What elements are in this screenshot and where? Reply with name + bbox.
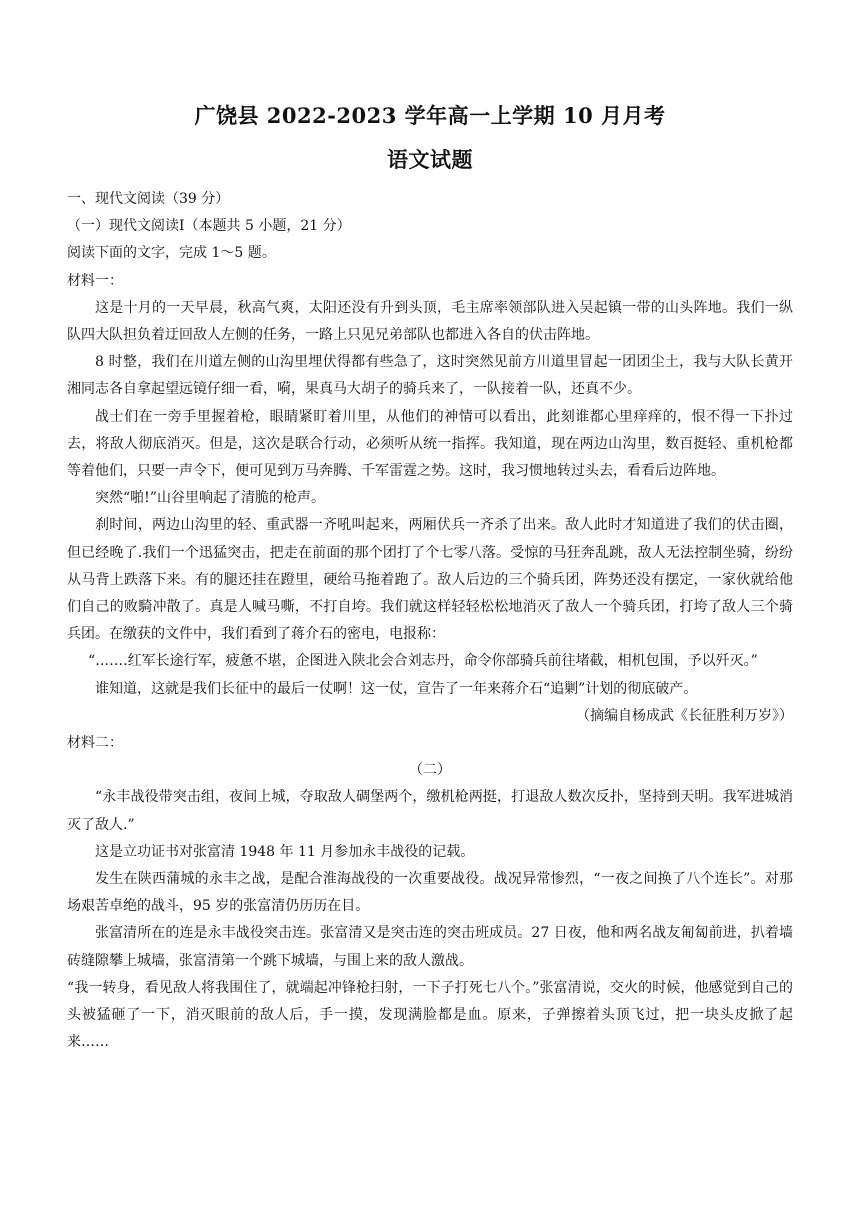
material2-paragraph: 这是立功证书对张富清 1948 年 11 月参加永丰战役的记载。 (95, 843, 475, 860)
material1-paragraph: 这是十月的一天早晨，秋高气爽，太阳还没有升到头顶，毛主席率领部队进入吴起镇一带的山头阵地。我们一纵队四大队担负着迂回敌人左侧的任务，一路上只见兄弟部队也都进入各自的伏击阵地。 (67, 299, 793, 344)
material1-paragraph: 8 时整，我们在川道左侧的山沟里埋伏得都有些急了，这时突然见前方川道里冒起一团团尘土，我与大队长黄开湘同志各自拿起望远镜仔细一看，嗬，果真马大胡子的骑兵来了，一队接着一队，还真不少。 (67, 354, 793, 398)
material2-paragraph: 发生在陕西蒲城的永丰之战，是配合淮海战役的一次重要战役。战况异常惨烈，“一夜之间换了八个连长”。对那场艰苦卓绝的战斗，95 岁的张富清仍历历在目。 (67, 871, 793, 915)
exam-title: 广饶县 2022-2023 学年高一上学期 10 月月考 (194, 103, 666, 128)
material1-source: （摘编自杨成武《长征胜利万岁》） (576, 707, 793, 724)
material2-part-heading: （二） (409, 762, 451, 779)
section-subheading: （一）现代文阅读Ⅰ（本题共 5 小题，21 分） (67, 218, 351, 235)
exam-subject-title: 语文试题 (387, 147, 473, 172)
material1-paragraph: 战士们在一旁手里握着枪，眼睛紧盯着川里，从他们的神情可以看出，此刻谁都心里痒痒的，恨不得一下扑过去，将敌人彻底消灭。但是，这次是联合行动，必须听从统一指挥。我知道，现在两边山沟里，数百挺轻、重机枪都等着他们，只要一声令下，便可见到万马奔腾、千军雷霆之势。这时，我习惯地转过头去，看看后边阵地。 (67, 408, 793, 480)
document-body (67, 186, 793, 1057)
material1-label: 材料一： (67, 272, 123, 289)
section-heading: 一、现代文阅读（39 分） (67, 191, 230, 207)
material2-label: 材料二： (67, 735, 123, 752)
material2-paragraph: “我一转身，看见敌人将我围住了，就端起冲锋枪扫射，一下子打死七八个。”张富清说，交火的时候，他感觉到自己的头被猛砸了一下，消灭眼前的敌人后，手一摸，发现满脸都是血。原来，子弹擦着头顶飞过，把一块头皮掀了起来…… (67, 979, 793, 1051)
material1-telegram-quote: “…….红军长途行军，疲惫不堪，企图进入陕北会合刘志丹，命令你部骑兵前往堵截，相机包围，予以歼灭。” (88, 653, 758, 670)
material2-paragraph: “永丰战役带突击组，夜间上城，夺取敌人碉堡两个，缴机枪两挺，打退敌人数次反扑，坚持到天明。我军进城消灭了敌人.” (67, 789, 793, 833)
material1-paragraph: 刹时间，两边山沟里的轻、重武器一齐吼叫起来，两厢伏兵一齐杀了出来。敌人此时才知道进了我们的伏击圈，但已经晚了.我们一个迅猛突击，把走在前面的那个团打了个七零八落。受惊的马狂奔乱跳，敌人无法控制坐骑，纷纷从马背上跌落下来。有的腿还挂在蹬里，硬给马拖着跑了。敌人后边的三个骑兵团，阵势还没有摆定，一家伙就给他们自己的败騎冲散了。真是人喊马嘶，不打自垮。我们就这样轻轻松松地消灭了敌人一个骑兵团，打垮了敌人三个骑兵团。在缴获的文件中，我们看到了蒋介石的密电，电报称： (67, 517, 793, 643)
material1-paragraph: 突然“啪!”山谷里响起了清脆的枪声。 (95, 490, 325, 507)
material1-paragraph: 谁知道，这就是我们长征中的最后一仗啊！这一仗，宣告了一年来蒋介石“追剿”计划的彻底破产。 (95, 680, 698, 697)
material2-paragraph: 张富清所在的连是永丰战役突击连。张富清又是突击连的突击班成员。27 日夜，他和两名战友匍匐前进，扒着墙砖缝隙攀上城墙，张富清第一个跳下城墙，与围上来的敌人激战。 (67, 925, 793, 969)
reading-instruction: 阅读下面的文字，完成 1～5 题。 (67, 245, 276, 262)
